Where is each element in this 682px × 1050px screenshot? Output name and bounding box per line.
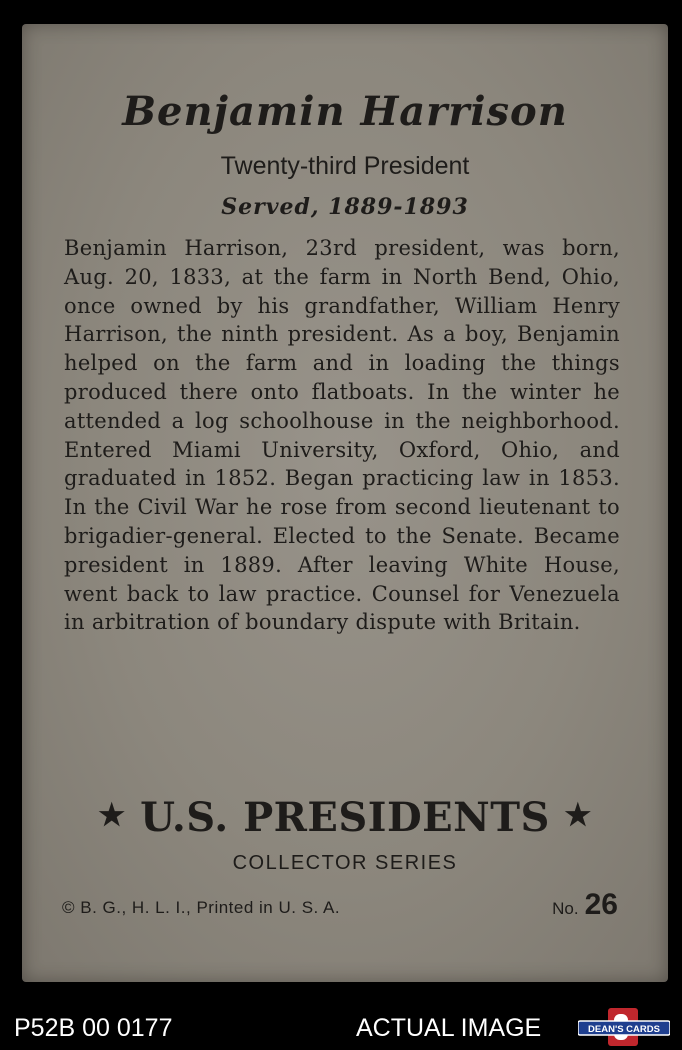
cert-id: P52B 00 0177	[14, 1014, 173, 1042]
series-title	[22, 794, 668, 841]
card-number-label: No.	[552, 899, 579, 918]
series-subtitle: COLLECTOR SERIES	[232, 852, 458, 874]
card-number	[552, 888, 618, 922]
deans-cards-logo	[578, 1008, 670, 1046]
term-served: Served, 1889-1893	[221, 194, 469, 220]
trading-card-back	[22, 24, 668, 982]
star-icon: ★	[564, 798, 592, 833]
president-name: Benjamin Harrison	[122, 88, 568, 135]
star-icon: ★	[98, 798, 126, 833]
deans-cards-logo-graphic	[578, 1008, 670, 1046]
card-number-value: 26	[584, 888, 618, 921]
logo-text: DEAN'S CARDS	[588, 1024, 660, 1035]
actual-image-label: ACTUAL IMAGE	[356, 1014, 542, 1042]
copyright-notice: © B. G., H. L. I., Printed in U. S. A.	[62, 898, 341, 917]
biography-text: Benjamin Harrison, 23rd president, was born, Aug. 20, 1833, at the farm in North Bend, Ohio, once owned by his grandfather, William Henry Harrison, the ninth president. As a boy, Benjamin helped on the farm and in loading the things produced there onto flatboats. In the winter he attended a log schoolhouse in the neighborhood. Entered Miami University, Oxford, Ohio, and graduated in 1852. Began practicing law in 1853. In the Civil War he rose from second lieutenant to brigadier-general. Elected to the Senate. Became president in 1889. After leaving White House, went back to law practice. Counsel for Venezuela in arbitration of boundary dispute with Britain.	[64, 236, 620, 635]
series-title-text: U.S. PRESIDENTS	[140, 794, 550, 841]
president-ordinal: Twenty-third President	[220, 152, 470, 180]
image-footer	[0, 1006, 682, 1050]
